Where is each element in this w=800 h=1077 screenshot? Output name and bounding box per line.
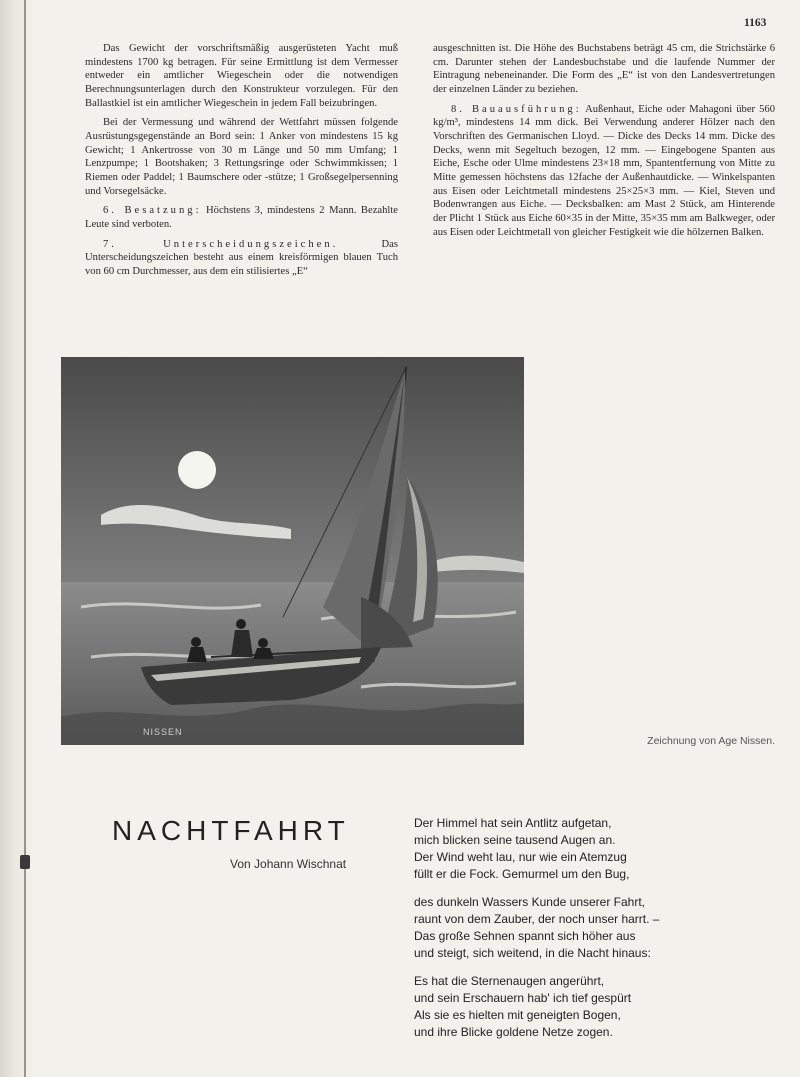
poem-line: und ihre Blicke goldene Netze zogen. <box>414 1025 613 1039</box>
illustration-caption: Zeichnung von Age Nissen. <box>647 735 775 747</box>
page-fold-line <box>24 0 26 1077</box>
left-text-column <box>85 42 398 285</box>
poem-line: füllt er die Fock. Gemurmel um den Bug, <box>414 867 630 881</box>
artist-signature: NISSEN <box>143 727 183 737</box>
sailor-head-3 <box>258 638 268 648</box>
poem-title: NACHTFAHRT <box>112 815 350 846</box>
stanza <box>414 973 774 1041</box>
poem-line: Der Wind weht lau, nur wie ein Atemzug <box>414 850 627 864</box>
poem-author: Von Johann Wischnat <box>230 857 347 871</box>
right-text-column <box>433 42 775 245</box>
book-spine-shadow <box>0 0 32 1077</box>
sailboat-illustration <box>61 357 524 745</box>
poem-line: mich blicken seine tausend Augen an. <box>414 833 616 847</box>
section-crew <box>85 204 398 231</box>
stanza <box>414 815 774 883</box>
poem-line: und sein Erschauern hab' ich tief gespürt <box>414 991 632 1005</box>
poem-line: Der Himmel hat sein Antlitz aufgetan, <box>414 816 612 830</box>
section-crew-text: Höchstens 3, mindestens 2 Mann. Bezahlte Leute sind verboten. <box>85 205 398 230</box>
insignia-continuation: ausgeschnitten ist. Die Höhe des Buchstabens beträgt 45 cm, die Strichstärke 6 cm. Darunter stehen der Landesbuchstabe und die laufende Nummer der Eintragung nebeneinander. Die Form des „E“ ist von den Landesvertretungen der einzelnen Länder zu beziehen. <box>433 43 775 95</box>
section-insignia <box>85 238 398 279</box>
poem-line: und steigt, sich weitend, in die Nacht hinaus: <box>414 946 651 960</box>
page-number: 1163 <box>744 17 767 29</box>
section-crew-heading: 6. Besatzung: <box>103 205 202 217</box>
poem-line: raunt von dem Zauber, der noch unser harrt. – <box>414 912 660 926</box>
binding-mark <box>20 855 30 869</box>
stanza <box>414 894 774 962</box>
section-construction <box>433 103 775 240</box>
poem-line: Das große Sehnen spannt sich höher aus <box>414 929 636 943</box>
moon-icon <box>178 451 216 489</box>
sailor-head-1 <box>191 637 201 647</box>
poem-line: Es hat die Sternenaugen angerührt, <box>414 974 605 988</box>
paragraph-weight: Das Gewicht der vorschriftsmäßig ausgerüsteten Yacht muß mindestens 1700 kg betragen. Für seine Ermittlung ist dem Vermesser entweder ein amtlicher Wiegeschein oder die notwendigen Berechnungsunterlagen durch den Konstrukteur vorzulegen. Für den Ballastkiel ist ein amtlicher Wiegeschein in jedem Fall beizubringen. <box>85 43 398 109</box>
sailor-head-2 <box>236 619 246 629</box>
poem-body <box>414 815 774 1052</box>
section-insignia-text: Das Unterscheidungszeichen besteht aus einem kreisförmigen blauen Tuch von 60 cm Durchmesser, aus dem ein stilisiertes „E“ <box>85 238 398 277</box>
section-construction-text: Außenhaut, Eiche oder Mahagoni über 560 kg/m³, mindestens 14 mm dick. Bei Verwendung anderer Hölzer nach den Vorschriften des Germanischen Lloyd. — Dicke des Decks 14 mm. Dicke des Decks, wenn mit Segeltuch bezogen, 12 mm. — Eingebogene Spanten aus Eiche, Esche oder Ulme mindestens 23×18 mm, Spantentfernung von Mitte zu Mitte gemessen höchstens das 12fache der Außenhautdicke. — Winkelspanten aus Eisen oder Leichtmetall mindestens 25×25×3 mm. — Kiel, Steven und Bodenwrangen aus Eiche. — Decksbalken: am Mast 2 Stück, am Hinterende der Plicht 1 Stück aus Eiche 60×35 in der Mitte, 35×35 mm am Balkweger, oder aus Eisen oder Leichtmetall von gleicher Festigkeit wie die hölzernen Balken. <box>433 103 775 238</box>
poem-line: des dunkeln Wassers Kunde unserer Fahrt, <box>414 895 646 909</box>
poem-line: Als sie es hielten mit geneigten Bogen, <box>414 1008 621 1022</box>
section-construction-heading: 8. Bauausführung: <box>451 103 582 115</box>
section-insignia-heading: 7. Unterscheidungszeichen. <box>103 238 339 250</box>
paragraph-equipment: Bei der Vermessung und während der Wettfahrt müssen folgende Ausrüstungsgegenstände an Bord sein: 1 Anker von mindestens 15 kg Gewicht; 1 Ankertrosse von 30 m Länge und 50 mm Umfang; 1 Lenzpumpe; 1 Bootshaken; 3 Rettungsringe oder Schwimmkissen; 1 Riemen oder Paddel; 1 Baumschere oder -stütze; 1 Großsegelpersenning und Vorsegelsäcke. <box>85 117 398 197</box>
